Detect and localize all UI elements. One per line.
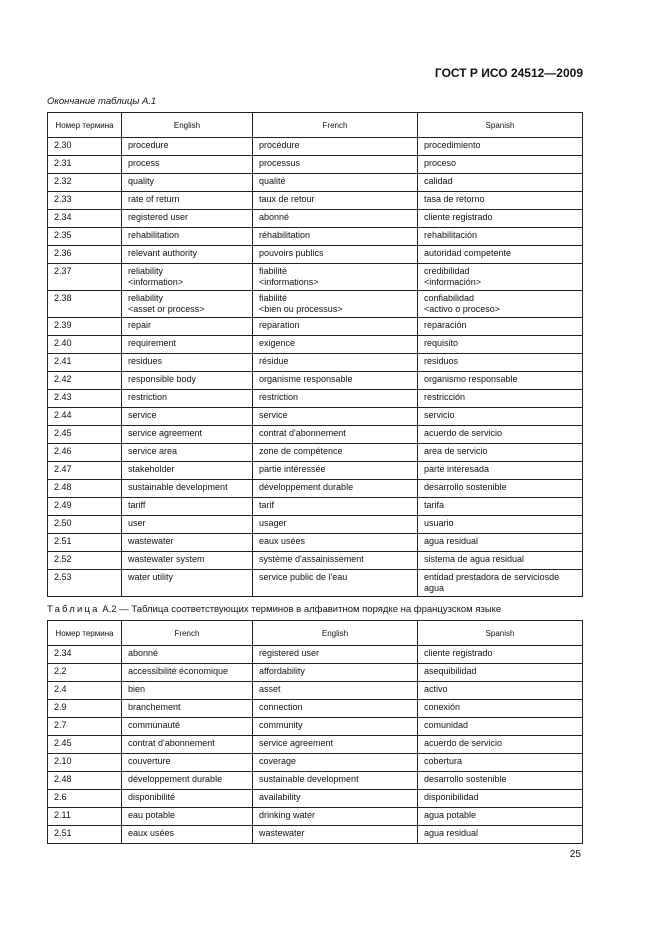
table-cell: autoridad competente	[418, 246, 583, 264]
table-row	[48, 736, 583, 754]
table-row	[48, 291, 583, 318]
table-row	[48, 754, 583, 772]
table-cell: sustainable development	[253, 772, 418, 790]
table-cell: contrat d'abonnement	[122, 736, 253, 754]
col-header-number: Номер термина	[48, 113, 122, 138]
col-header-french: French	[253, 113, 418, 138]
table-row	[48, 772, 583, 790]
table2-caption	[47, 604, 501, 615]
table-cell: rehabilitación	[418, 228, 583, 246]
table-cell: 2.39	[48, 318, 122, 336]
table-cell: requirement	[122, 336, 253, 354]
table-row	[48, 228, 583, 246]
table-cell: 2.51	[48, 826, 122, 844]
table-cell: rehabilitation	[122, 228, 253, 246]
table-row	[48, 408, 583, 426]
col-header-english: English	[122, 113, 253, 138]
table-cell: branchement	[122, 700, 253, 718]
table-cell: 2.41	[48, 354, 122, 372]
document-id: ГОСТ Р ИСО 24512—2009	[434, 66, 583, 80]
table-cell: 2.40	[48, 336, 122, 354]
page-number: 25	[569, 849, 581, 860]
table-row	[48, 246, 583, 264]
table-cell: 2.52	[48, 552, 122, 570]
table-cell: service	[253, 408, 418, 426]
table-cell: sustainable development	[122, 480, 253, 498]
table-cell: reparación	[418, 318, 583, 336]
table-cell: 2.9	[48, 700, 122, 718]
table-cell: credibilidad <información>	[418, 264, 583, 291]
table-cell: service area	[122, 444, 253, 462]
table-cell: communauté	[122, 718, 253, 736]
table-cell: 2.7	[48, 718, 122, 736]
table-cell: procedimiento	[418, 138, 583, 156]
table-cell: 2.50	[48, 516, 122, 534]
terms-table-french	[47, 620, 583, 844]
table-cell: relevant authority	[122, 246, 253, 264]
table-cell: 2.43	[48, 390, 122, 408]
terms-table-english	[47, 112, 583, 597]
table-cell: 2.10	[48, 754, 122, 772]
table-row	[48, 570, 583, 597]
table-cell: service agreement	[122, 426, 253, 444]
table-cell: tasa de retorno	[418, 192, 583, 210]
table-cell: 2.32	[48, 174, 122, 192]
table-cell: user	[122, 516, 253, 534]
table-cell: wastewater	[122, 534, 253, 552]
table-cell: usager	[253, 516, 418, 534]
table-row	[48, 462, 583, 480]
table-cell: accessibilité économique	[122, 664, 253, 682]
table-row	[48, 336, 583, 354]
table-cell: entidad prestadora de serviciosde agua	[418, 570, 583, 597]
table-cell: reliability <asset or process>	[122, 291, 253, 318]
table-cell: confiabilidad <activo o proceso>	[418, 291, 583, 318]
table-cell: taux de retour	[253, 192, 418, 210]
table-row	[48, 156, 583, 174]
table-cell: 2.6	[48, 790, 122, 808]
table-row	[48, 354, 583, 372]
table-row	[48, 552, 583, 570]
table-cell: desarrollo sostenible	[418, 772, 583, 790]
table-cell: asset	[253, 682, 418, 700]
table-cell: 2.48	[48, 772, 122, 790]
table-cell: calidad	[418, 174, 583, 192]
table-cell: acuerdo de servicio	[418, 736, 583, 754]
table-row	[48, 390, 583, 408]
table-cell: wastewater system	[122, 552, 253, 570]
table-cell: 2.44	[48, 408, 122, 426]
table-cell: abonné	[253, 210, 418, 228]
table-cell: 2.34	[48, 210, 122, 228]
table-header-row	[48, 621, 583, 646]
table-cell: acuerdo de servicio	[418, 426, 583, 444]
table-cell: registered user	[122, 210, 253, 228]
table-cell: responsible body	[122, 372, 253, 390]
table-cell: servicio	[418, 408, 583, 426]
table-cell: 2.51	[48, 534, 122, 552]
table-cell: disponibilité	[122, 790, 253, 808]
table-cell: 2.2	[48, 664, 122, 682]
table-row	[48, 646, 583, 664]
table-cell: disponibilidad	[418, 790, 583, 808]
table-cell: tarif	[253, 498, 418, 516]
table-row	[48, 516, 583, 534]
table-cell: 2.35	[48, 228, 122, 246]
table-cell: cobertura	[418, 754, 583, 772]
table-row	[48, 718, 583, 736]
table-cell: partie intéressée	[253, 462, 418, 480]
table-cell: restricción	[418, 390, 583, 408]
table-row	[48, 790, 583, 808]
table-cell: organismo responsable	[418, 372, 583, 390]
table-cell: service agreement	[253, 736, 418, 754]
table-cell: quality	[122, 174, 253, 192]
table-cell: 2.48	[48, 480, 122, 498]
table-row	[48, 210, 583, 228]
table-cell: 2.31	[48, 156, 122, 174]
table-cell: proceso	[418, 156, 583, 174]
table-header-row	[48, 113, 583, 138]
table-cell: contrat d'abonnement	[253, 426, 418, 444]
table2-caption-prefix: Таблица	[47, 604, 100, 615]
table-cell: agua residual	[418, 826, 583, 844]
table-cell: 2.45	[48, 426, 122, 444]
table-cell: residuos	[418, 354, 583, 372]
table-cell: processus	[253, 156, 418, 174]
table2-caption-text: А.2 — Таблица соответствующих терминов в алфавитном порядке на французском языке	[99, 604, 502, 615]
table-cell: process	[122, 156, 253, 174]
table-cell: service	[122, 408, 253, 426]
table-row	[48, 264, 583, 291]
table-cell: 2.47	[48, 462, 122, 480]
table-cell: réhabilitation	[253, 228, 418, 246]
table-cell: cliente registrado	[418, 210, 583, 228]
table-cell: fiabilité <informations>	[253, 264, 418, 291]
table-cell: residues	[122, 354, 253, 372]
table-row	[48, 480, 583, 498]
col-header-number: Номер термина	[48, 621, 122, 646]
table-cell: 2.49	[48, 498, 122, 516]
table-cell: procedure	[122, 138, 253, 156]
table-cell: couverture	[122, 754, 253, 772]
table-cell: agua potable	[418, 808, 583, 826]
table-cell: area de servicio	[418, 444, 583, 462]
table-cell: connection	[253, 700, 418, 718]
table-cell: 2.38	[48, 291, 122, 318]
table-cell: 2.46	[48, 444, 122, 462]
table-cell: availability	[253, 790, 418, 808]
table-cell: 2.42	[48, 372, 122, 390]
table-cell: abonné	[122, 646, 253, 664]
table-cell: asequibilidad	[418, 664, 583, 682]
table-cell: comunidad	[418, 718, 583, 736]
table-cell: conexión	[418, 700, 583, 718]
table-row	[48, 174, 583, 192]
table-cell: activo	[418, 682, 583, 700]
table-cell: eaux usées	[253, 534, 418, 552]
table-cell: restriction	[253, 390, 418, 408]
table-row	[48, 498, 583, 516]
table-cell: service public de l'eau	[253, 570, 418, 597]
table-cell: tarifa	[418, 498, 583, 516]
table-cell: qualité	[253, 174, 418, 192]
table-cell: usuario	[418, 516, 583, 534]
table-cell: zone de compétence	[253, 444, 418, 462]
col-header-french: French	[122, 621, 253, 646]
table-row	[48, 808, 583, 826]
table-row	[48, 444, 583, 462]
table-cell: 2.11	[48, 808, 122, 826]
table-cell: agua residual	[418, 534, 583, 552]
table-cell: 2.36	[48, 246, 122, 264]
table-cell: 2.37	[48, 264, 122, 291]
table-row	[48, 138, 583, 156]
table-row	[48, 192, 583, 210]
table-cell: exigence	[253, 336, 418, 354]
table-cell: procédure	[253, 138, 418, 156]
col-header-english: English	[253, 621, 418, 646]
table-cell: wastewater	[253, 826, 418, 844]
table-cell: fiabilité <bien ou processus>	[253, 291, 418, 318]
table-cell: système d'assainissement	[253, 552, 418, 570]
table-cell: parte interesada	[418, 462, 583, 480]
table-cell: organisme responsable	[253, 372, 418, 390]
col-header-spanish: Spanish	[418, 621, 583, 646]
table-cell: développement durable	[253, 480, 418, 498]
col-header-spanish: Spanish	[418, 113, 583, 138]
table-row	[48, 826, 583, 844]
table-row	[48, 534, 583, 552]
table-cell: water utility	[122, 570, 253, 597]
table-cell: eau potable	[122, 808, 253, 826]
table-row	[48, 664, 583, 682]
table-row	[48, 682, 583, 700]
table-cell: sistema de agua residual	[418, 552, 583, 570]
table-cell: résidue	[253, 354, 418, 372]
table-cell: tariff	[122, 498, 253, 516]
table-row	[48, 426, 583, 444]
table-cell: drinking water	[253, 808, 418, 826]
table-cell: 2.34	[48, 646, 122, 664]
table-cell: registered user	[253, 646, 418, 664]
table-cell: développement durable	[122, 772, 253, 790]
table1-caption: Окончание таблицы А.1	[47, 96, 157, 107]
table-cell: 2.45	[48, 736, 122, 754]
table-cell: 2.30	[48, 138, 122, 156]
table-cell: 2.33	[48, 192, 122, 210]
table-cell: reliability <information>	[122, 264, 253, 291]
table-row	[48, 700, 583, 718]
table-cell: restriction	[122, 390, 253, 408]
table-cell: desarrollo sostenible	[418, 480, 583, 498]
table-cell: cliente registrado	[418, 646, 583, 664]
table-cell: eaux usées	[122, 826, 253, 844]
table-cell: community	[253, 718, 418, 736]
table-cell: 2.53	[48, 570, 122, 597]
table-cell: rate of return	[122, 192, 253, 210]
table-cell: pouvoirs publics	[253, 246, 418, 264]
table-cell: affordability	[253, 664, 418, 682]
table-cell: reparation	[253, 318, 418, 336]
table-row	[48, 372, 583, 390]
table-cell: 2.4	[48, 682, 122, 700]
table-cell: coverage	[253, 754, 418, 772]
table-row	[48, 318, 583, 336]
table-cell: bien	[122, 682, 253, 700]
table-cell: stakeholder	[122, 462, 253, 480]
table-cell: repair	[122, 318, 253, 336]
table-cell: requisito	[418, 336, 583, 354]
